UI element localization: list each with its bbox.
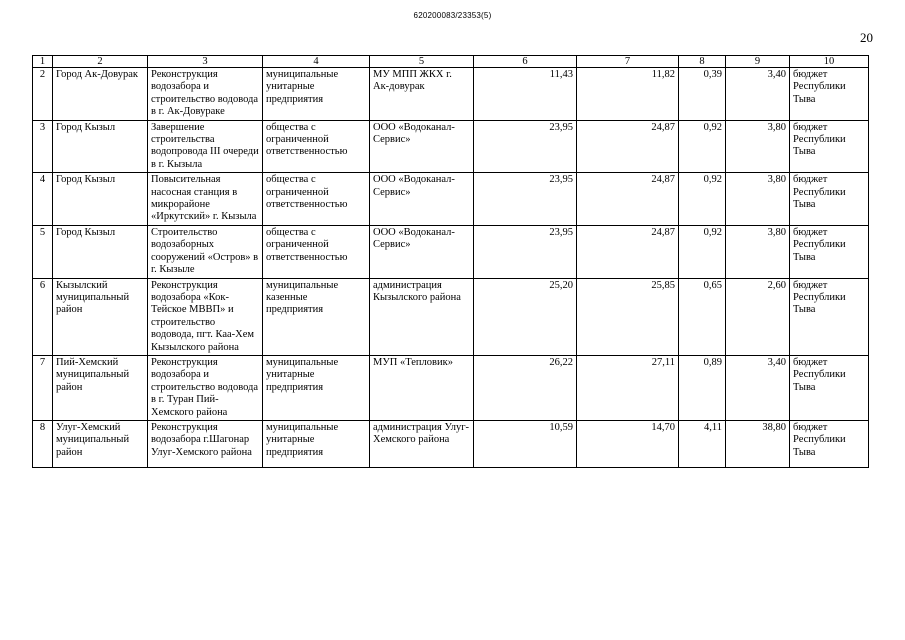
funding-source-cell: бюджет Республики Тыва	[790, 120, 869, 173]
organization-cell: ООО «Водоканал-Сервис»	[370, 225, 474, 278]
project-cell: Завершение строительства водопровода III очереди в г. Кызыла	[148, 120, 263, 173]
org-form-cell: муниципальные унитарные предприятия	[263, 355, 370, 420]
value-cell: 3,80	[726, 120, 790, 173]
column-header: 1	[33, 56, 53, 68]
value-cell: 24,87	[577, 120, 679, 173]
project-cell: Реконструкция водозабора и строительство водовода в г. Туран Пий-Хемского района	[148, 355, 263, 420]
data-table	[32, 55, 869, 468]
project-cell: Повысительная насосная станция в микрорайоне «Иркутский» г. Кызыла	[148, 173, 263, 226]
column-header: 8	[679, 56, 726, 68]
organization-cell: администрация Кызылского района	[370, 278, 474, 355]
municipality-cell: Пий-Хемский муниципальный район	[53, 355, 148, 420]
value-cell: 27,11	[577, 355, 679, 420]
value-cell: 0,92	[679, 225, 726, 278]
row-number: 8	[33, 420, 53, 467]
org-form-cell: общества с ограниченной ответственностью	[263, 173, 370, 226]
municipality-cell: Город Кызыл	[53, 225, 148, 278]
table-row	[33, 420, 869, 467]
row-number: 6	[33, 278, 53, 355]
value-cell: 25,20	[474, 278, 577, 355]
column-header: 2	[53, 56, 148, 68]
organization-cell: ООО «Водоканал-Сервис»	[370, 120, 474, 173]
value-cell: 2,60	[726, 278, 790, 355]
project-cell: Реконструкция водозабора и строительство водовода в г. Ак-Довураке	[148, 68, 263, 121]
organization-cell: МУ МПП ЖКХ г. Ак-довурак	[370, 68, 474, 121]
document-id: 620200083/23353(5)	[413, 11, 492, 20]
column-header: 5	[370, 56, 474, 68]
value-cell: 4,11	[679, 420, 726, 467]
value-cell: 10,59	[474, 420, 577, 467]
column-header: 10	[790, 56, 869, 68]
value-cell: 0,39	[679, 68, 726, 121]
org-form-cell: муниципальные унитарные предприятия	[263, 68, 370, 121]
column-header: 9	[726, 56, 790, 68]
row-number: 7	[33, 355, 53, 420]
value-cell: 23,95	[474, 120, 577, 173]
row-number: 5	[33, 225, 53, 278]
value-cell: 0,92	[679, 173, 726, 226]
funding-source-cell: бюджет Республики Тыва	[790, 278, 869, 355]
table-row	[33, 173, 869, 226]
value-cell: 3,80	[726, 173, 790, 226]
funding-source-cell: бюджет Республики Тыва	[790, 355, 869, 420]
municipality-cell: Улуг-Хемский муниципальный район	[53, 420, 148, 467]
column-header: 4	[263, 56, 370, 68]
table-row	[33, 355, 869, 420]
project-cell: Строительство водозаборных сооружений «Остров» в г. Кызыле	[148, 225, 263, 278]
value-cell: 3,40	[726, 355, 790, 420]
table-row	[33, 225, 869, 278]
organization-cell: МУП «Тепловик»	[370, 355, 474, 420]
organization-cell: администрация Улуг-Хемского района	[370, 420, 474, 467]
org-form-cell: общества с ограниченной ответственностью	[263, 225, 370, 278]
funding-source-cell: бюджет Республики Тыва	[790, 420, 869, 467]
funding-source-cell: бюджет Республики Тыва	[790, 68, 869, 121]
value-cell: 25,85	[577, 278, 679, 355]
municipality-cell: Город Кызыл	[53, 173, 148, 226]
value-cell: 3,80	[726, 225, 790, 278]
row-number: 2	[33, 68, 53, 121]
organization-cell: ООО «Водоканал-Сервис»	[370, 173, 474, 226]
value-cell: 23,95	[474, 173, 577, 226]
value-cell: 0,89	[679, 355, 726, 420]
municipality-cell: Кызылский муниципальный район	[53, 278, 148, 355]
value-cell: 24,87	[577, 225, 679, 278]
municipality-cell: Город Ак-Довурак	[53, 68, 148, 121]
project-cell: Реконструкция водозабора «Кок-Тейское МВВП» и строительство водовода, пгт. Каа-Хем Кызылского района	[148, 278, 263, 355]
row-number: 4	[33, 173, 53, 226]
table-header-row	[33, 56, 869, 68]
table-row	[33, 120, 869, 173]
value-cell: 11,43	[474, 68, 577, 121]
page-number: 20	[860, 30, 873, 45]
column-header: 6	[474, 56, 577, 68]
value-cell: 14,70	[577, 420, 679, 467]
org-form-cell: муниципальные казенные предприятия	[263, 278, 370, 355]
table-row	[33, 68, 869, 121]
value-cell: 23,95	[474, 225, 577, 278]
value-cell: 3,40	[726, 68, 790, 121]
funding-source-cell: бюджет Республики Тыва	[790, 173, 869, 226]
column-header: 7	[577, 56, 679, 68]
funding-source-cell: бюджет Республики Тыва	[790, 225, 869, 278]
table-row	[33, 278, 869, 355]
municipality-cell: Город Кызыл	[53, 120, 148, 173]
value-cell: 11,82	[577, 68, 679, 121]
row-number: 3	[33, 120, 53, 173]
column-header: 3	[148, 56, 263, 68]
value-cell: 26,22	[474, 355, 577, 420]
value-cell: 24,87	[577, 173, 679, 226]
org-form-cell: муниципальные унитарные предприятия	[263, 420, 370, 467]
org-form-cell: общества с ограниченной ответственностью	[263, 120, 370, 173]
value-cell: 0,92	[679, 120, 726, 173]
value-cell: 38,80	[726, 420, 790, 467]
value-cell: 0,65	[679, 278, 726, 355]
project-cell: Реконструкция водозабора г.Шагонар Улуг-Хемского района	[148, 420, 263, 467]
